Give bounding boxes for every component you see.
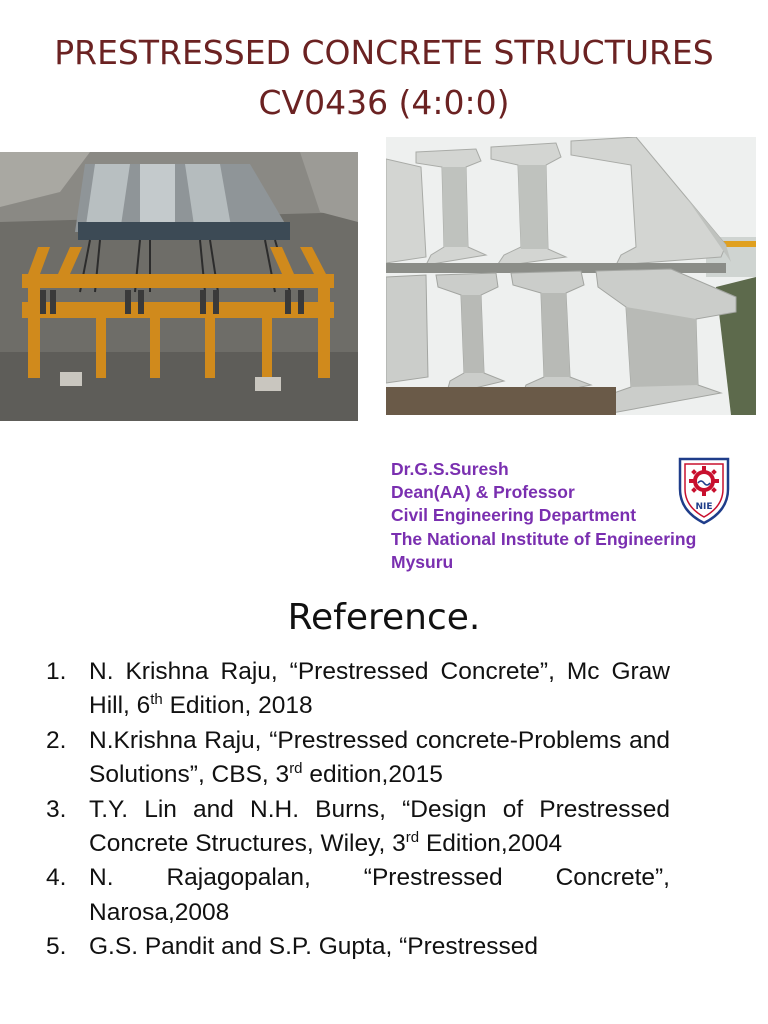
reference-item	[46, 655, 670, 724]
reference-text: T.Y. Lin and N.H. Burns, “Design of Prestressed Concrete Structures, Wiley, 3	[89, 795, 670, 858]
course-code: CV0436 (4:0:0)	[258, 83, 510, 122]
reference-number: 3.	[46, 795, 67, 823]
reference-number: 2.	[46, 726, 67, 754]
author-designation: Dean(AA) & Professor	[391, 482, 575, 503]
author-city: Mysuru	[391, 551, 454, 572]
reference-number: 1.	[46, 658, 67, 685]
author-name: Dr.G.S.Suresh	[391, 459, 509, 479]
reference-list	[46, 655, 670, 965]
reference-item	[46, 861, 670, 930]
reference-item	[46, 793, 670, 862]
slide-title: PRESTRESSED CONCRETE STRUCTURES	[54, 33, 714, 72]
reference-ordinal: rd	[289, 760, 303, 778]
nie-crest-icon	[676, 455, 732, 525]
author-block	[391, 458, 696, 574]
reference-ordinal: th	[150, 691, 163, 709]
reference-item	[46, 930, 670, 964]
reference-text-tail: edition,2015	[302, 761, 443, 789]
author-institute: The National Institute of Engineering	[391, 528, 697, 549]
reference-item	[46, 724, 670, 793]
reference-text: G.S. Pandit and S.P. Gupta, “Prestressed	[89, 933, 538, 961]
logo-text: NIE	[695, 502, 713, 512]
reference-text-tail: Edition,2004	[419, 830, 563, 858]
reference-text: N.Krishna Raju, “Prestressed concrete-Problems and Solutions”, CBS, 3	[89, 726, 670, 789]
reference-text-tail: Edition, 2018	[162, 692, 313, 720]
prestressing-bed-photo	[0, 152, 358, 421]
reference-number: 4.	[46, 864, 67, 892]
reference-text: N. Rajagopalan, “Prestressed Concrete”, Narosa,2008	[89, 864, 670, 926]
reference-text: N. Krishna Raju, “Prestressed Concrete”, Mc Graw Hill, 6	[89, 658, 670, 720]
reference-number: 5.	[46, 933, 67, 961]
reference-heading: Reference.	[287, 597, 481, 638]
author-department: Civil Engineering Department	[391, 505, 637, 526]
precast-girders-photo	[386, 137, 756, 415]
reference-ordinal: rd	[405, 828, 420, 846]
